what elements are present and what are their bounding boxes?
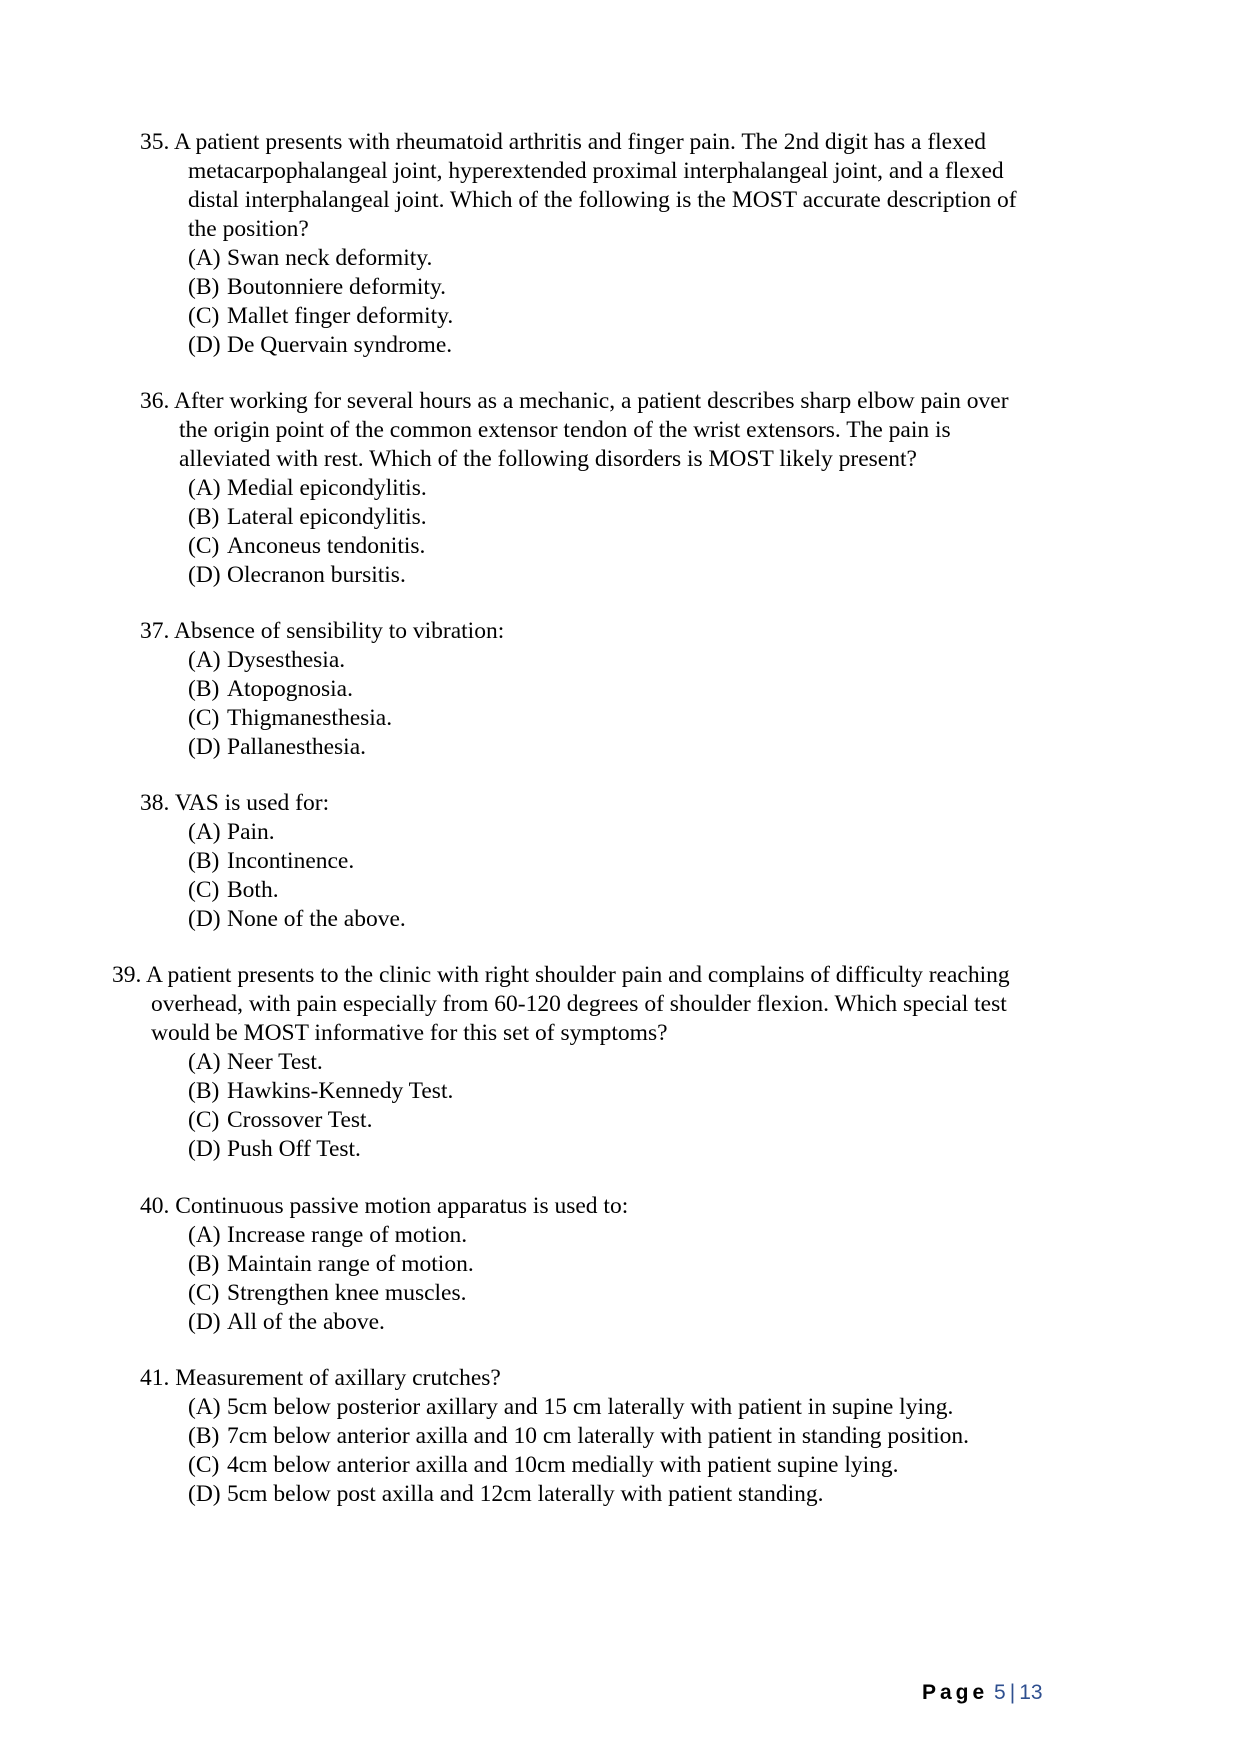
- option-label: (B): [188, 1078, 220, 1104]
- page-separator: |: [1009, 1681, 1016, 1704]
- option-label: (B): [188, 274, 220, 300]
- option-c: [188, 1279, 628, 1308]
- question-stem-line: overhead, with pain especially from 60-120 degrees of shoulder flexion. Which special test: [151, 991, 1007, 1017]
- option-text: Medial epicondylitis.: [227, 475, 427, 501]
- option-text: Increase range of motion.: [227, 1222, 468, 1248]
- option-b: [188, 847, 406, 876]
- option-label: (A): [188, 1049, 221, 1075]
- option-text: All of the above.: [227, 1309, 385, 1335]
- option-text: Olecranon bursitis.: [227, 562, 406, 588]
- question-stem: Absence of sensibility to vibration:: [173, 618, 505, 644]
- page-word: Page: [922, 1681, 989, 1704]
- option-label: (B): [188, 504, 220, 530]
- question-stem-line: distal interphalangeal joint. Which of the following is the MOST accurate description of: [188, 187, 1017, 213]
- option-c: [188, 302, 1017, 331]
- option-text: 7cm below anterior axilla and 10 cm laterally with patient in standing position.: [227, 1423, 970, 1449]
- option-text: Pallanesthesia.: [227, 734, 367, 760]
- option-label: (A): [188, 1394, 221, 1420]
- question-40: [140, 1192, 628, 1337]
- option-d: [188, 331, 1017, 360]
- option-b: [188, 1250, 628, 1279]
- page-footer: [922, 1680, 1043, 1706]
- option-a: [188, 1393, 969, 1422]
- option-text: Both.: [227, 877, 279, 903]
- option-text: 5cm below post axilla and 12cm laterally with patient standing.: [227, 1481, 824, 1507]
- question-stem-line: would be MOST informative for this set of symptoms?: [151, 1020, 668, 1046]
- option-text: Boutonniere deformity.: [227, 274, 447, 300]
- page-total: 13: [1019, 1681, 1043, 1704]
- option-a: [188, 1221, 628, 1250]
- option-c: [188, 876, 406, 905]
- option-text: Neer Test.: [227, 1049, 323, 1075]
- option-d: [188, 1135, 1010, 1164]
- option-text: Strengthen knee muscles.: [227, 1280, 467, 1306]
- option-text: Swan neck deformity.: [227, 245, 433, 271]
- question-number: 37.: [140, 618, 170, 644]
- option-label: (A): [188, 647, 221, 673]
- question-41: [140, 1364, 969, 1509]
- question-stem: A patient presents to the clinic with right shoulder pain and complains of difficulty reaching: [145, 962, 1010, 988]
- option-b: [188, 675, 504, 704]
- question-stem-line: the position?: [188, 216, 309, 242]
- option-text: De Quervain syndrome.: [227, 332, 453, 358]
- option-text: None of the above.: [227, 906, 406, 932]
- option-label: (C): [188, 1280, 220, 1306]
- option-b: [188, 1422, 969, 1451]
- question-stem: Measurement of axillary crutches?: [175, 1365, 501, 1391]
- option-text: 4cm below anterior axilla and 10cm medially with patient supine lying.: [227, 1452, 899, 1478]
- option-label: (D): [188, 734, 221, 760]
- option-label: (B): [188, 676, 220, 702]
- option-text: Hawkins-Kennedy Test.: [227, 1078, 454, 1104]
- option-text: 5cm below posterior axillary and 15 cm laterally with patient in supine lying.: [227, 1394, 954, 1420]
- option-label: (D): [188, 1136, 221, 1162]
- option-label: (C): [188, 705, 220, 731]
- option-label: (A): [188, 1222, 221, 1248]
- option-b: [188, 273, 1017, 302]
- question-number: 38.: [140, 790, 170, 816]
- option-text: Anconeus tendonitis.: [227, 533, 426, 559]
- question-number: 39.: [112, 962, 142, 988]
- question-number: 36.: [140, 388, 170, 414]
- question-number: 40.: [140, 1193, 170, 1219]
- option-label: (D): [188, 562, 221, 588]
- option-text: Maintain range of motion.: [227, 1251, 474, 1277]
- question-stem: Continuous passive motion apparatus is used to:: [175, 1193, 629, 1219]
- option-c: [188, 532, 1009, 561]
- option-text: Push Off Test.: [227, 1136, 361, 1162]
- question-38: [140, 789, 406, 934]
- option-label: (C): [188, 533, 220, 559]
- option-a: [188, 244, 1017, 273]
- option-label: (D): [188, 1481, 221, 1507]
- question-number: 35.: [140, 129, 170, 155]
- option-label: (A): [188, 819, 221, 845]
- option-text: Lateral epicondylitis.: [227, 504, 427, 530]
- option-d: [188, 1480, 969, 1509]
- option-label: (D): [188, 332, 221, 358]
- option-a: [188, 474, 1009, 503]
- option-a: [188, 818, 406, 847]
- option-c: [188, 1106, 1010, 1135]
- option-text: Mallet finger deformity.: [227, 303, 454, 329]
- option-text: Incontinence.: [227, 848, 355, 874]
- option-text: Pain.: [227, 819, 275, 845]
- question-stem: VAS is used for:: [174, 790, 330, 816]
- option-text: Dysesthesia.: [227, 647, 346, 673]
- option-label: (C): [188, 1452, 220, 1478]
- option-b: [188, 503, 1009, 532]
- option-label: (A): [188, 245, 221, 271]
- option-label: (A): [188, 475, 221, 501]
- question-36: [140, 387, 1009, 590]
- option-text: Atopognosia.: [227, 676, 353, 702]
- option-text: Thigmanesthesia.: [227, 705, 393, 731]
- option-label: (C): [188, 877, 220, 903]
- page-number: 5: [994, 1681, 1006, 1704]
- question-stem: A patient presents with rheumatoid arthritis and finger pain. The 2nd digit has a flexed: [173, 129, 987, 155]
- question-stem: After working for several hours as a mechanic, a patient describes sharp elbow pain over: [173, 388, 1009, 414]
- option-label: (C): [188, 303, 220, 329]
- option-d: [188, 905, 406, 934]
- option-d: [188, 1308, 628, 1337]
- option-c: [188, 1451, 969, 1480]
- option-a: [188, 646, 504, 675]
- option-label: (B): [188, 1251, 220, 1277]
- option-label: (D): [188, 1309, 221, 1335]
- option-d: [188, 561, 1009, 590]
- option-text: Crossover Test.: [227, 1107, 373, 1133]
- option-d: [188, 733, 504, 762]
- question-number: 41.: [140, 1365, 170, 1391]
- option-label: (B): [188, 848, 220, 874]
- option-c: [188, 704, 504, 733]
- question-stem-line: metacarpophalangeal joint, hyperextended proximal interphalangeal joint, and a flexed: [188, 158, 1004, 184]
- question-35: [140, 128, 1017, 360]
- option-b: [188, 1077, 1010, 1106]
- question-stem-line: the origin point of the common extensor tendon of the wrist extensors. The pain is: [179, 417, 951, 443]
- option-label: (C): [188, 1107, 220, 1133]
- option-label: (D): [188, 906, 221, 932]
- question-37: [140, 617, 504, 762]
- question-39: [112, 961, 1010, 1164]
- option-a: [188, 1048, 1010, 1077]
- question-stem-line: alleviated with rest. Which of the following disorders is MOST likely present?: [179, 446, 917, 472]
- option-label: (B): [188, 1423, 220, 1449]
